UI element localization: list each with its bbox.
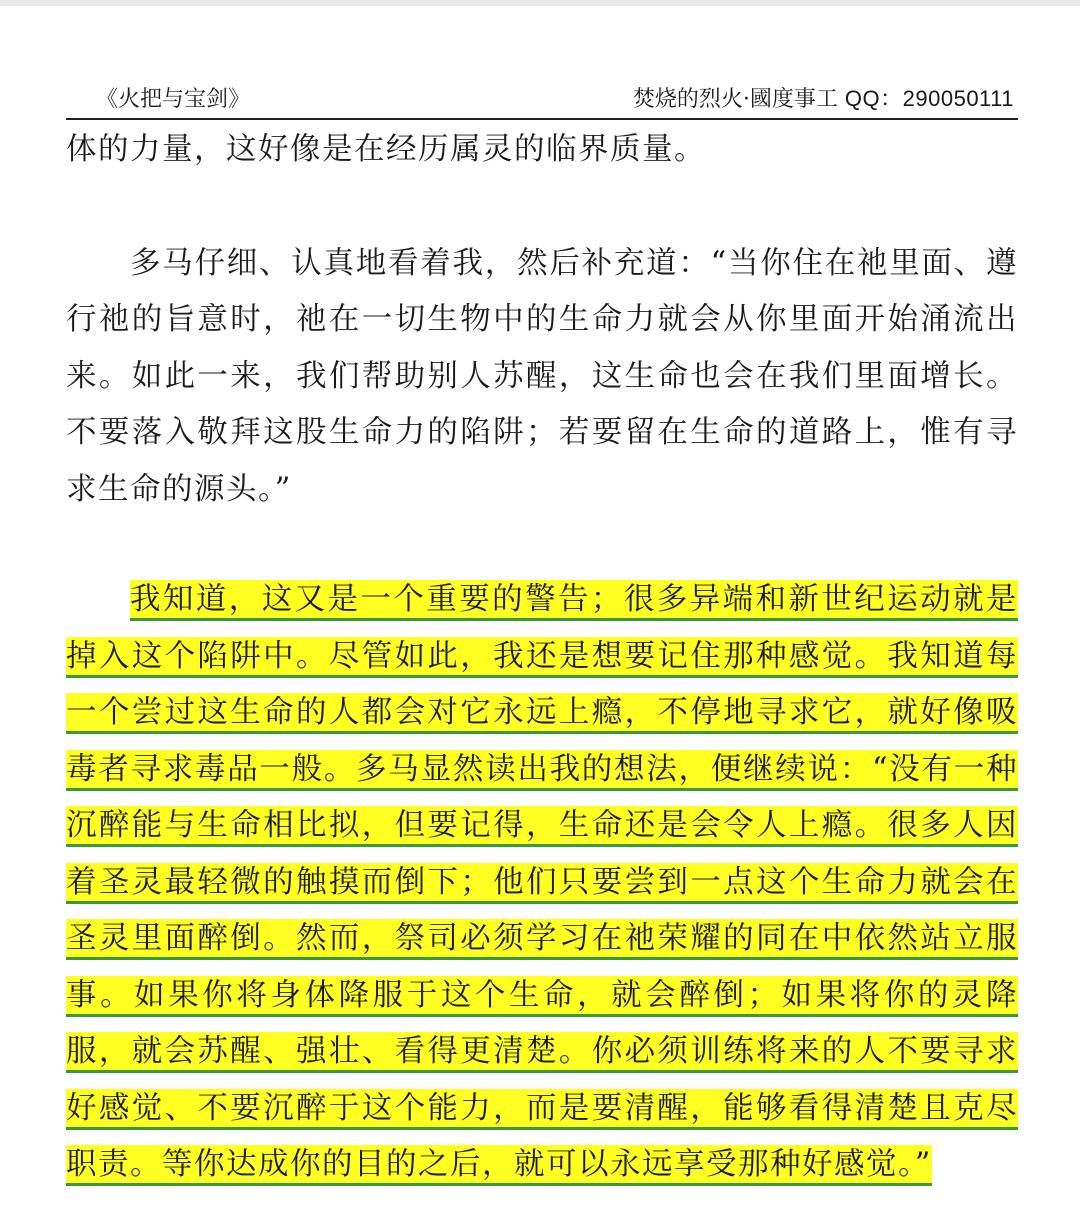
qq-label: QQ：290050111 xyxy=(844,86,1014,111)
book-title: 《火把与宝剑》 xyxy=(96,87,251,112)
header-source xyxy=(633,85,1014,114)
top-edge-strip xyxy=(0,0,1080,6)
paragraph-thomas-quote: 多马仔细、认真地看着我，然后补充道：“当你住在祂里面、遵行祂的旨意时，祂在一切生物中的生命力就会从你里面开始涌流出来。如此一来，我们帮助别人苏醒，这生命也会在我们里面增长。不要落入敬拜这股生命力的陷阱；若要留在生命的道路上，惟有寻求生命的源头。” xyxy=(66,245,1018,507)
paragraph-continuation: 体的力量，这好像是在经历属灵的临界质量。 xyxy=(66,132,706,167)
page-header xyxy=(66,82,1018,120)
paragraph-highlighted xyxy=(66,572,1018,1194)
source-label: 焚烧的烈火·國度事工 xyxy=(632,87,838,112)
page-body xyxy=(66,122,1018,1194)
highlighted-text: 我知道，这又是一个重要的警告；很多异端和新世纪运动就是掉入这个陷阱中。尽管如此，我还是想要记住那种感觉。我知道每一个尝过这生命的人都会对它永远上瘾，不停地寻求它，就好像吸毒者寻求毒品一般。多马显然读出我的想法，便继续说：“没有一种沉醉能与生命相比拟，但要记得，生命还是会令人上瘾。很多人因着圣灵最轻微的触摸而倒下；他们只要尝到一点这个生命力就会在圣灵里面醉倒。然而，祭司必须学习在祂荣耀的同在中依然站立服事。如果你将身体降服于这个生命，就会醉倒；如果将你的灵降服，就会苏醒、强壮、看得更清楚。你必须训练将来的人不要寻求好感觉、不要沉醉于这个能力，而是要清醒，能够看得清楚且克尽职责。等你达成你的目的之后，就可以永远享受那种好感觉。” xyxy=(66,580,1018,1186)
